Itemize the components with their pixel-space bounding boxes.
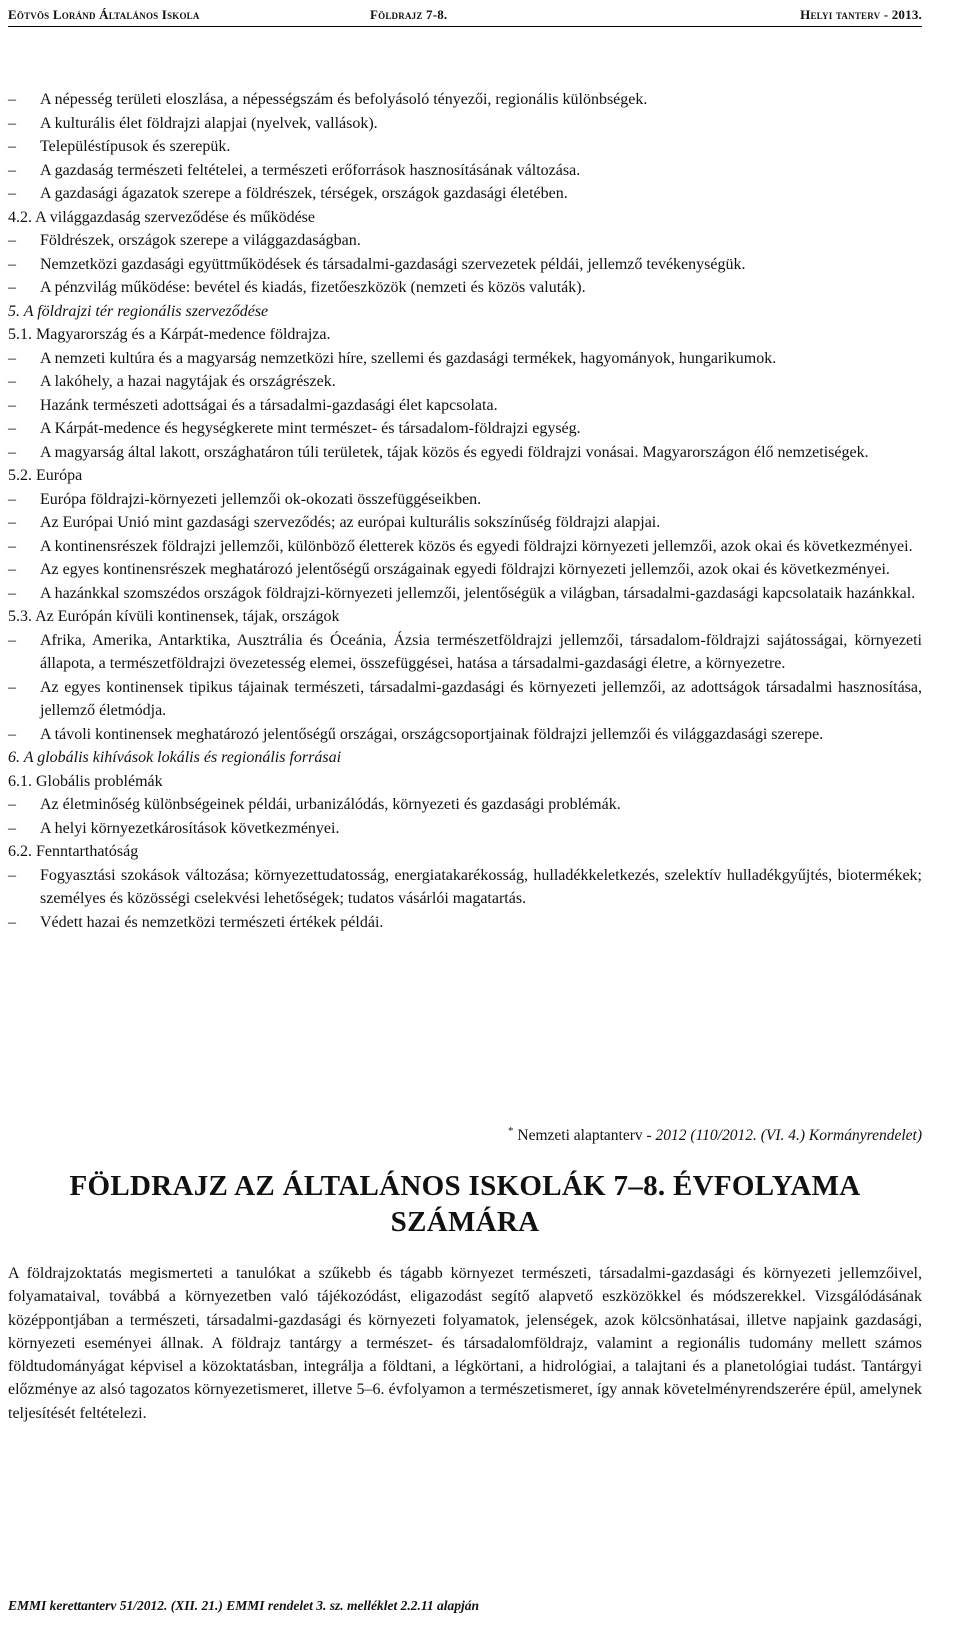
list-item: – Földrészek, országok szerepe a világgazdaságban. [8, 229, 922, 253]
list-item: – A magyarság által lakott, országhatáron túli területek, tájak közös és egyedi földrajzi vonásai. Magyarországon élő nemzetiségek. [8, 441, 922, 465]
list-item: – A pénzvilág működése: bevétel és kiadás, fizetőeszközök (nemzeti és közös valuták). [8, 276, 922, 300]
list-item: – Az életminőség különbségeinek példái, urbanizálódás, környezeti és gazdasági problémák. [8, 793, 922, 817]
section-title [8, 1168, 922, 1240]
footnote-marker: * [508, 1125, 514, 1137]
list-item: – Európa földrajzi-környezeti jellemzői ok-okozati összefüggéseikben. [8, 488, 922, 512]
section-heading: 6.2. Fenntarthatóság [8, 843, 139, 860]
list-item: – A hazánkkal szomszédos országok földrajzi-környezeti jellemzői, jelentőségük a világban, társadalmi-gazdasági kapcsolataik hazánkkal. [8, 582, 922, 606]
list-item: – A népesség területi eloszlása, a népességszám és befolyásoló tényezői, regionális különbségek. [8, 88, 922, 112]
section-heading: 5.3. Az Európán kívüli kontinensek, tájak, országok [8, 608, 340, 625]
section-title-line-1: FÖLDRAJZ AZ ÁLTALÁNOS ISKOLÁK 7–8. ÉVFOLYAMA [69, 1170, 861, 1202]
list-item: – A lakóhely, a hazai nagytájak és országrészek. [8, 370, 922, 394]
section-title-line-2: SZÁMÁRA [390, 1206, 540, 1238]
list-item: – Az egyes kontinensrészek meghatározó jelentőségű országainak egyedi földrajzi környezeti jellemzői, azok okai és következményei. [8, 558, 922, 582]
list-item: – A gazdasági ágazatok szerepe a földrészek, térségek, országok gazdasági életében. [8, 182, 922, 206]
header-subject: Földrajz 7-8. [370, 7, 448, 22]
list-item: – A távoli kontinensek meghatározó jelentőségű országai, országcsoportjainak földrajzi jellemzői és világgazdasági szerepe. [8, 723, 922, 747]
section-heading: 4.2. A világgazdaság szerveződése és működése [8, 208, 316, 226]
list-item: – Nemzetközi gazdasági együttműködések és társadalmi-gazdasági szervezetek példái, jellemző tevékenységük. [8, 253, 922, 277]
list-item: – Fogyasztási szokások változása; környezettudatosság, energiatakarékosság, hulladékkeletkezés, szelektív hulladékgyűjtés, biotermékek; személyes és közösségi cselekvési lehetőségek; tudatos vásárlói magatartás. [8, 864, 922, 911]
list-item: – A kulturális élet földrajzi alapjai (nyelvek, vallások). [8, 112, 922, 136]
list-item: – A kontinensrészek földrajzi jellemzői, különböző életterek közös és egyedi földrajzi környezeti jellemzői, azok okai és következményei. [8, 535, 922, 559]
list-item: – Afrika, Amerika, Antarktika, Ausztrália és Óceánia, Ázsia természetföldrajzi jellemzői, társadalom-földrajzi sajátosságai, környezeti állapota, a természetföldrajzi övezetesség elemei, összefüggései, hatása a társadalmi-gazdasági életre, a környezetre. [8, 629, 922, 676]
list-item: – A gazdaság természeti feltételei, a természeti erőforrások hasznosításának változása. [8, 159, 922, 183]
section-heading: 5.2. Európa [8, 467, 83, 484]
page-header [8, 4, 922, 27]
footnote-reference: 2012 (110/2012. (VI. 4.) Kormányrendelet) [655, 1127, 922, 1145]
header-curriculum: Helyi tanterv - 2013. [800, 7, 922, 22]
list-item: – Az egyes kontinensek tipikus tájainak természeti, társadalmi-gazdasági és környezeti jellemzői, az adottságok társadalmi hasznosítása, jellemző életmódja. [8, 676, 922, 723]
list-item: – A Kárpát-medence és hegységkerete mint természet- és társadalom-földrajzi egység. [8, 417, 922, 441]
footnote-text: Nemzeti alaptanterv - [517, 1127, 656, 1145]
section-heading: 6.1. Globális problémák [8, 772, 163, 790]
section-heading: 5.1. Magyarország és a Kárpát-medence földrajza. [8, 326, 331, 343]
page-footer: EMMI kerettanterv 51/2012. (XII. 21.) EMMI rendelet 3. sz. melléklet 2.2.11 alapján [8, 1598, 480, 1613]
list-item: – Az Európai Unió mint gazdasági szerveződés; az európai kulturális sokszínűség földrajzi alapjai. [8, 511, 922, 535]
curriculum-list [8, 88, 922, 934]
list-item: – Hazánk természeti adottságai és a társadalmi-gazdasági élet kapcsolata. [8, 394, 922, 418]
chapter-heading: 5. A földrajzi tér regionális szerveződése [8, 302, 269, 320]
footnote [8, 1125, 922, 1145]
list-item: – Védett hazai és nemzetközi természeti értékek példái. [8, 911, 922, 935]
intro-paragraph: A földrajzoktatás megismerteti a tanulókat a szűkebb és tágabb környezet természeti, társadalmi-gazdasági és környezeti jellemzőivel, folyamataival, továbbá a környezetben való tájékozódást, eligazodást segítő alapvető eszközökkel és módszerekkel. Vizsgálódásának középpontjában a természeti, társadalmi-gazdasági és környezeti folyamatok, jelenségek, azok kölcsönhatásai, illetve napjaink gazdasági, környezeti eseményei állnak. A földrajz tantárgy a természet- és társadalomföldrajz, valamint a regionális tudomány mellett számos földtudományágat képvisel a közoktatásban, integrálja a földtani, a légkörtani, a hidrológiai, a talajtani és a planetológiai tudást. Tantárgyi előzménye az alsó tagozatos környezetismeret, illetve 5–6. évfolyamon a természetismeret, így annak követelményrendszerére épül, amelynek teljesítését feltételezi. [8, 1265, 922, 1422]
chapter-heading: 6. A globális kihívások lokális és regionális forrásai [8, 749, 342, 766]
header-school-name: Eötvös Loránd Általános Iskola [8, 7, 200, 22]
list-item: – A helyi környezetkárosítások következményei. [8, 817, 922, 841]
list-item: – A nemzeti kultúra és a magyarság nemzetközi híre, szellemi és gazdasági termékek, hagyományok, hungarikumok. [8, 347, 922, 371]
list-item: – Településtípusok és szerepük. [8, 135, 922, 159]
